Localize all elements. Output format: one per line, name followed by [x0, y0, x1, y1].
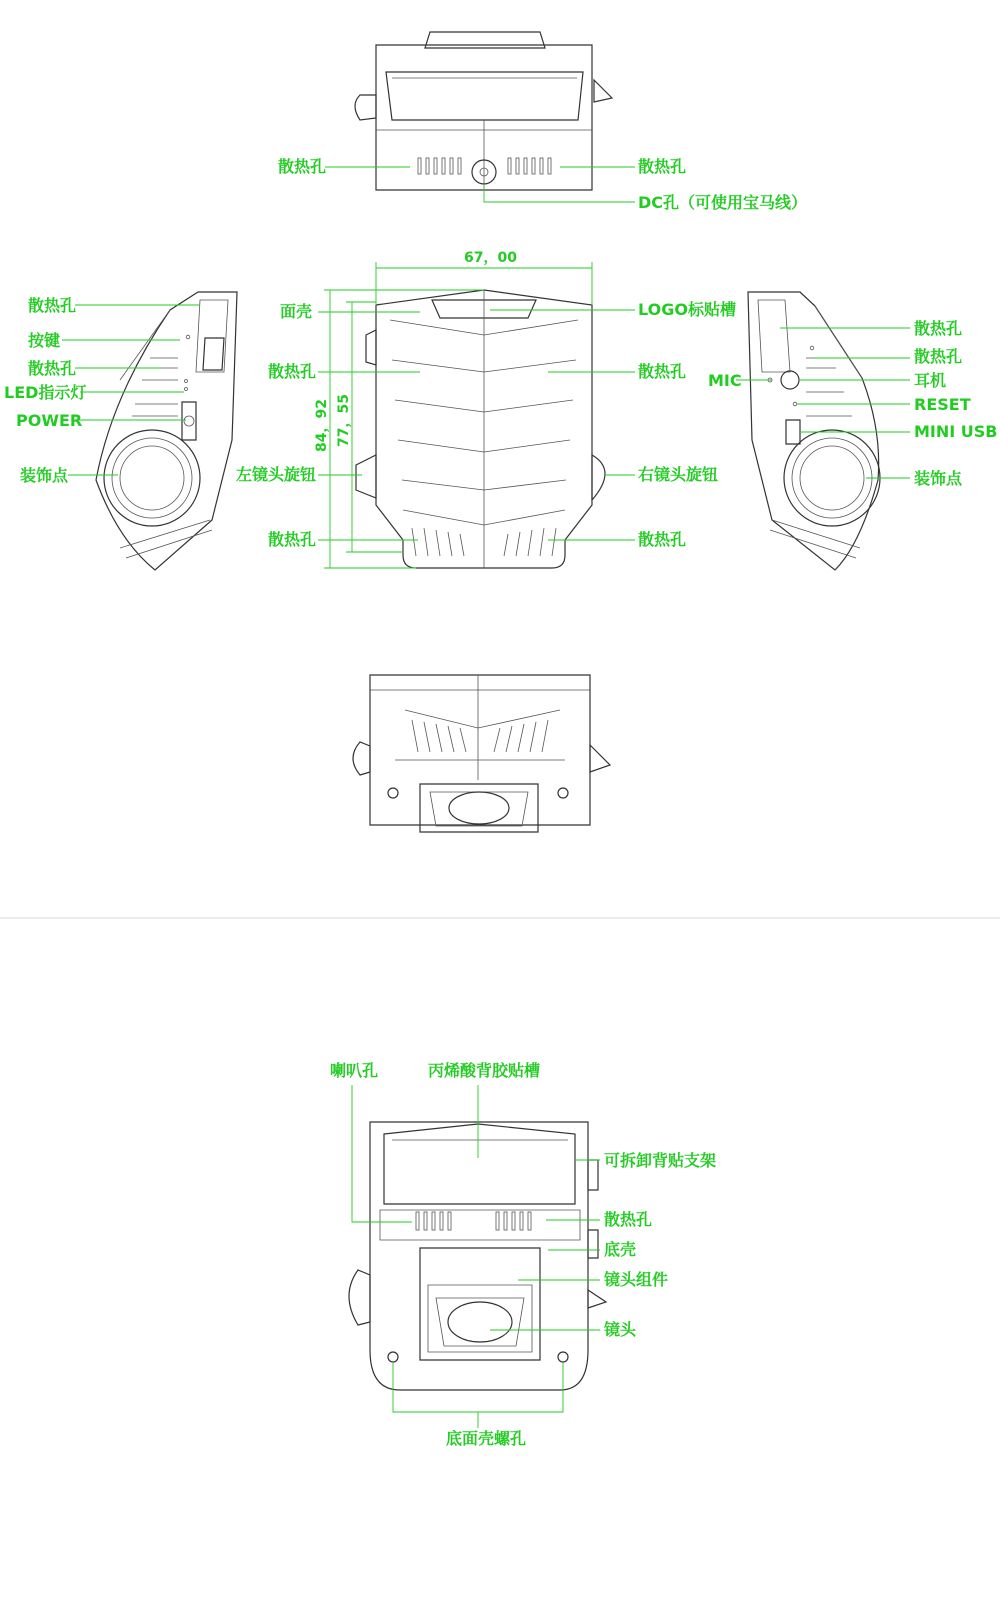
label-right-mic: MIC — [708, 371, 742, 390]
label-left-vent-mid: 散热孔 — [28, 359, 77, 378]
label-left-led: LED指示灯 — [4, 383, 87, 402]
label-right-reset: RESET — [914, 395, 971, 414]
label-right-earphone: 耳机 — [914, 371, 947, 390]
dim-height-inner: 77，55 — [336, 394, 352, 447]
label-front-logo: LOGO标贴槽 — [638, 300, 736, 319]
label-right-vent-top: 散热孔 — [914, 319, 963, 338]
label-right-usb: MINI USB — [914, 422, 998, 441]
dim-height-outer: 84，92 — [314, 399, 330, 452]
label-back-vent: 散热孔 — [604, 1210, 653, 1229]
label-front-vent-bottom-left: 散热孔 — [268, 530, 317, 549]
label-back-speaker: 喇叭孔 — [330, 1061, 379, 1080]
label-top-dc: DC孔（可使用宝马线） — [638, 193, 808, 212]
label-front-left-knob: 左镜头旋钮 — [236, 465, 317, 484]
top-view — [278, 32, 807, 212]
label-left-vent-top: 散热孔 — [28, 296, 77, 315]
front-vents-bottom-right — [504, 528, 556, 556]
label-front-vent-left: 散热孔 — [268, 362, 317, 381]
label-front-vent-bottom-right: 散热孔 — [638, 530, 687, 549]
front-view — [236, 250, 736, 568]
label-back-screw: 底面壳螺孔 — [446, 1429, 527, 1448]
label-top-vent-right: 散热孔 — [638, 157, 687, 176]
label-left-power: POWER — [16, 411, 83, 430]
left-side-vents — [132, 358, 178, 416]
label-back-bottom-shell: 底壳 — [604, 1240, 637, 1259]
label-front-vent-right: 散热孔 — [638, 362, 687, 381]
label-front-shell: 面壳 — [280, 302, 313, 321]
label-right-vent-mid: 散热孔 — [914, 347, 963, 366]
top-vents-right — [508, 158, 551, 174]
back-vents — [416, 1212, 531, 1230]
label-right-decor: 装饰点 — [914, 469, 963, 488]
label-back-acrylic: 丙烯酸背胶贴槽 — [428, 1061, 541, 1080]
label-top-vent-left: 散热孔 — [278, 157, 327, 176]
right-side-vents — [806, 358, 852, 416]
label-back-bracket: 可拆卸背贴支架 — [604, 1151, 717, 1170]
bottom-view — [353, 675, 610, 832]
dim-width: 67，00 — [464, 250, 517, 266]
label-left-button: 按键 — [28, 331, 61, 350]
left-side-view — [4, 292, 237, 570]
label-front-right-knob: 右镜头旋钮 — [638, 465, 719, 484]
back-view — [330, 1061, 716, 1448]
bottom-vents — [412, 720, 548, 752]
label-left-decor: 装饰点 — [20, 466, 69, 485]
top-vents-left — [418, 158, 461, 174]
label-back-lens-assembly: 镜头组件 — [604, 1270, 669, 1289]
right-side-view — [708, 292, 998, 570]
label-back-lens: 镜头 — [604, 1320, 637, 1339]
front-vents-bottom-left — [412, 528, 464, 556]
